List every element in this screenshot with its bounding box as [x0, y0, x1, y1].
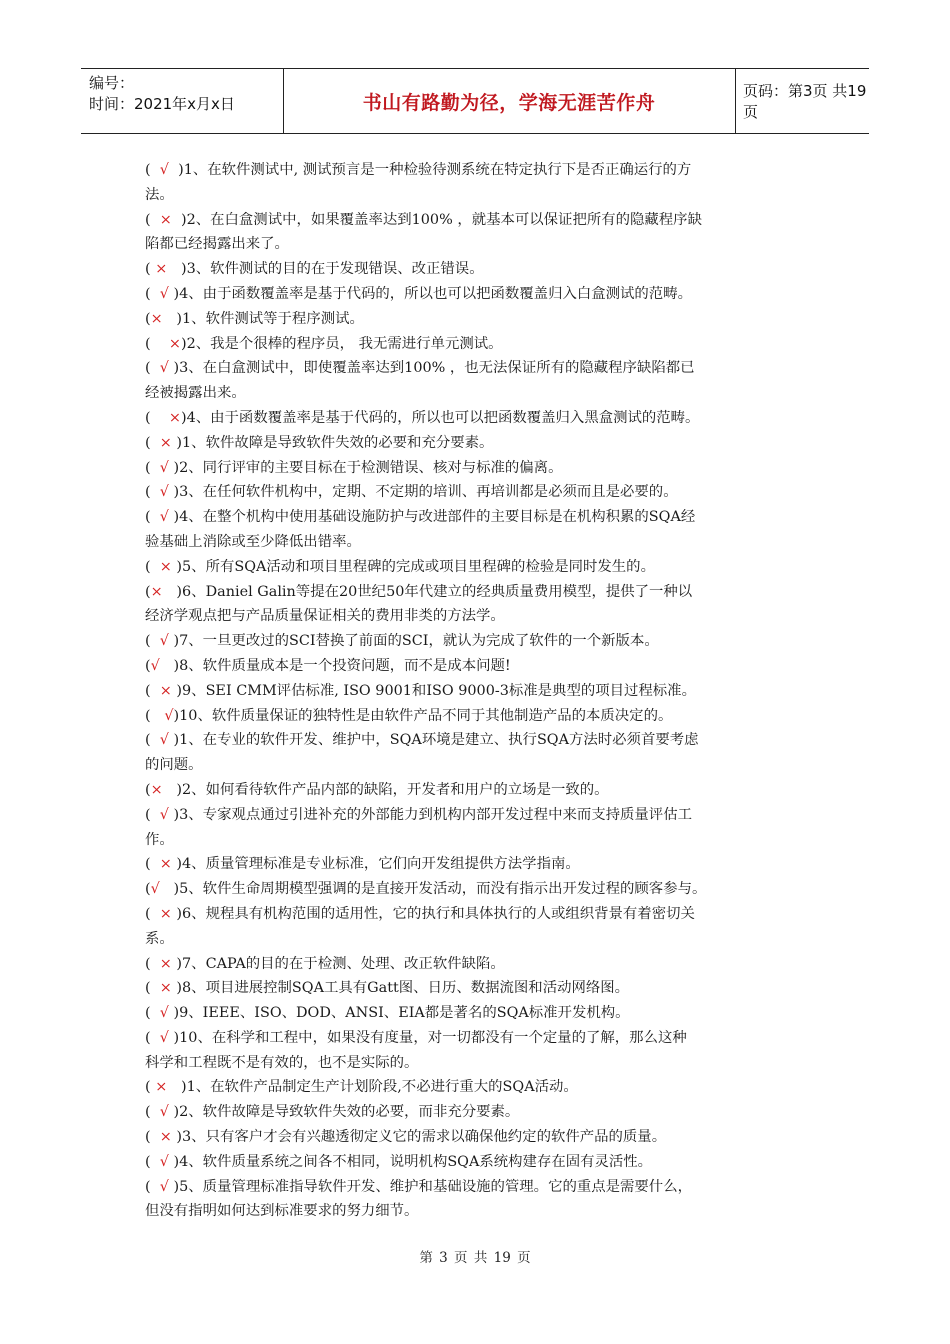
- cross-mark-icon: ×: [159, 434, 172, 451]
- question-text: 经济学观点把与产品质量保证相关的费用非类的方法学。: [145, 608, 505, 625]
- answer-paren-close: ): [171, 980, 183, 997]
- question-text: 3、只有客户才会有兴趣透彻定义它的需求以确保他约定的软件产品的质量。: [182, 1129, 667, 1146]
- cross-mark-icon: ×: [159, 856, 172, 873]
- question-text: 但没有指明如何达到标准要求的努力细节。: [145, 1203, 419, 1220]
- question-line: [145, 1001, 807, 1026]
- cross-mark-icon: ×: [159, 211, 172, 228]
- document-number-label: 编号：: [89, 74, 135, 92]
- answer-paren-open: (: [145, 1129, 160, 1146]
- check-mark-icon: √: [159, 1005, 169, 1022]
- cross-mark-icon: ×: [155, 261, 168, 278]
- header-left-cell: [81, 69, 284, 133]
- answer-paren-open: (: [145, 310, 151, 327]
- check-mark-icon: √: [159, 1178, 169, 1195]
- question-text: 验基础上消除或至少降低出错率。: [145, 533, 361, 550]
- question-continuation-line: [145, 927, 807, 952]
- question-text: 9、SEI CMM评估标准, ISO 9001和ISO 9000-3标准是典型的项目过程标准。: [182, 682, 696, 699]
- question-text: 4、由于函数覆盖率是基于代码的，所以也可以把函数覆盖归入白盒测试的范畴。: [179, 285, 692, 302]
- answer-paren-close: ): [159, 657, 180, 674]
- cross-mark-icon: ×: [159, 980, 172, 997]
- check-mark-icon: √: [159, 509, 169, 526]
- answer-paren-open: (: [145, 856, 160, 873]
- header-motto-cell: [283, 69, 736, 133]
- answer-paren-close: ): [171, 211, 187, 228]
- check-mark-icon: √: [150, 881, 160, 898]
- answer-paren-close: ): [171, 682, 183, 699]
- question-line: [145, 356, 807, 381]
- question-line: [145, 580, 807, 605]
- question-line: [145, 728, 807, 753]
- question-line: [145, 679, 807, 704]
- question-line: [145, 1075, 807, 1100]
- question-text: 法。: [145, 186, 174, 203]
- question-continuation-line: [145, 753, 807, 778]
- cross-mark-icon: ×: [155, 1079, 168, 1096]
- answer-paren-open: (: [145, 905, 160, 922]
- question-text: 5、所有SQA活动和项目里程碑的完成或项目里程碑的检验是同时发生的。: [182, 558, 655, 575]
- question-text: 2、同行评审的主要目标在于检测错误、核对与标准的偏离。: [179, 459, 563, 476]
- check-mark-icon: √: [159, 806, 169, 823]
- cross-mark-icon: ×: [159, 1129, 172, 1146]
- answer-paren-open: (: [145, 707, 165, 724]
- answer-paren-open: (: [145, 980, 160, 997]
- answer-paren-open: (: [145, 881, 151, 898]
- cross-mark-icon: ×: [150, 583, 163, 600]
- check-mark-icon: √: [159, 459, 169, 476]
- page-footer: 第 3 页 共 19 页: [419, 1250, 531, 1266]
- question-text: 10、在科学和工程中，如果没有度量，对一切都没有一个定量的了解，那么这种: [179, 1029, 687, 1046]
- question-line: [145, 778, 807, 803]
- question-text: 作。: [145, 831, 174, 848]
- cross-mark-icon: ×: [159, 905, 172, 922]
- check-mark-icon: √: [159, 162, 169, 178]
- question-text: 5、软件生命周期模型强调的是直接开发活动，而没有指示出开发过程的顾客参与。: [179, 881, 707, 898]
- question-line: [145, 257, 807, 282]
- answer-paren-open: (: [145, 633, 160, 650]
- question-line: [145, 1175, 807, 1200]
- answer-paren-open: (: [145, 484, 160, 501]
- question-line: [145, 1150, 807, 1175]
- check-mark-icon: √: [159, 732, 169, 749]
- question-line: [145, 952, 807, 977]
- answer-paren-close: ): [171, 955, 183, 972]
- answer-paren-open: (: [145, 162, 160, 178]
- question-text: 7、一旦更改过的SCI替换了前面的SCI，就认为完成了软件的一个新版本。: [179, 633, 659, 650]
- answer-paren-close: ): [171, 558, 183, 575]
- answer-paren-open: (: [145, 806, 160, 823]
- answer-paren-close: ): [168, 509, 180, 526]
- answer-paren-close: ): [168, 459, 180, 476]
- question-text: 科学和工程既不是有效的，也不是实际的。: [145, 1054, 419, 1071]
- answer-paren-open: (: [145, 682, 160, 699]
- answer-paren-close: ): [162, 781, 183, 798]
- answer-paren-close: ): [168, 360, 180, 377]
- question-list: [145, 158, 807, 1224]
- check-mark-icon: √: [159, 633, 169, 650]
- answer-paren-open: (: [145, 1178, 160, 1195]
- question-text: 经被揭露出来。: [145, 385, 246, 402]
- question-text: 3、在白盒测试中，即使覆盖率达到100% ，也无法保证所有的隐藏程序缺陷都已: [179, 360, 695, 377]
- question-text: 2、如何看待软件产品内部的缺陷，开发者和用户的立场是一致的。: [182, 781, 609, 798]
- question-line: [145, 629, 807, 654]
- question-text: 1、在软件测试中, 测试预言是一种检验待测系统在特定执行下是否正确运行的方: [183, 162, 692, 178]
- cross-mark-icon: ×: [168, 335, 181, 352]
- answer-paren-close: ): [173, 707, 180, 724]
- answer-paren-close: ): [168, 162, 184, 178]
- question-text: 9、IEEE、ISO、DOD、ANSI、EIA都是著名的SQA标准开发机构。: [179, 1005, 630, 1022]
- question-continuation-line: [145, 1051, 807, 1076]
- cross-mark-icon: ×: [159, 558, 172, 575]
- answer-paren-close: ): [168, 633, 180, 650]
- answer-paren-open: (: [145, 509, 160, 526]
- answer-paren-close: ): [168, 1029, 180, 1046]
- answer-paren-close: ): [171, 434, 183, 451]
- answer-paren-open: (: [145, 955, 160, 972]
- question-line: [145, 431, 807, 456]
- question-text: 3、专家观点通过引进补充的外部能力到机构内部开发过程中来而支持质量评估工: [179, 806, 692, 823]
- answer-paren-close: ): [167, 261, 187, 278]
- question-continuation-line: [145, 1199, 807, 1224]
- question-text: 5、质量管理标准指导软件开发、维护和基础设施的管理。它的重点是需要什么，: [179, 1178, 692, 1195]
- question-text: 1、在专业的软件开发、维护中，SQA环境是建立、执行SQA方法时必须首要考虑: [179, 732, 699, 749]
- answer-paren-open: (: [145, 459, 160, 476]
- question-text: 2、我是个很棒的程序员， 我无需进行单元测试。: [186, 335, 503, 352]
- check-mark-icon: √: [159, 285, 169, 302]
- answer-paren-close: ): [168, 1104, 180, 1121]
- question-line: [145, 332, 807, 357]
- question-text: 3、软件测试的目的在于发现错误、改正错误。: [186, 261, 484, 278]
- question-line: [145, 505, 807, 530]
- cross-mark-icon: ×: [150, 781, 163, 798]
- question-text: 系。: [145, 930, 174, 947]
- answer-paren-open: (: [145, 360, 160, 377]
- check-mark-icon: √: [150, 657, 160, 674]
- question-text: 4、由于函数覆盖率是基于代码的，所以也可以把函数覆盖归入黑盒测试的范畴。: [186, 409, 700, 426]
- document-date: 时间：2021年x月x日: [89, 95, 235, 113]
- answer-paren-open: (: [145, 1005, 160, 1022]
- question-text: 1、软件测试等于程序测试。: [182, 310, 364, 327]
- question-text: 7、CAPA的目的在于检测、处理、改正软件缺陷。: [182, 955, 505, 972]
- answer-paren-close: ): [180, 335, 187, 352]
- question-continuation-line: [145, 232, 807, 257]
- answer-paren-close: ): [168, 1005, 180, 1022]
- question-line: [145, 555, 807, 580]
- check-mark-icon: √: [159, 360, 169, 377]
- question-line: [145, 976, 807, 1001]
- answer-paren-close: ): [171, 905, 183, 922]
- question-text: 8、项目进展控制SQA工具有Gatt图、日历、数据流图和活动网络图。: [182, 980, 630, 997]
- question-line: [145, 902, 807, 927]
- page-header: [81, 68, 869, 134]
- answer-paren-close: ): [167, 1079, 187, 1096]
- answer-paren-open: (: [145, 285, 160, 302]
- question-line: [145, 456, 807, 481]
- question-continuation-line: [145, 183, 807, 208]
- check-mark-icon: √: [159, 1029, 169, 1046]
- header-right-cell: [735, 69, 869, 133]
- question-line: [145, 406, 807, 431]
- question-line: [145, 654, 807, 679]
- question-line: [145, 480, 807, 505]
- question-line: [145, 852, 807, 877]
- question-text: 3、在任何软件机构中，定期、不定期的培训、再培训都是必须而且是必要的。: [179, 484, 678, 501]
- question-text: 8、软件质量成本是一个投资问题，而不是成本问题!: [179, 657, 511, 674]
- question-line: [145, 1100, 807, 1125]
- answer-paren-open: (: [145, 1079, 156, 1096]
- question-text: 4、质量管理标准是专业标准，它们向开发组提供方法学指南。: [182, 856, 580, 873]
- answer-paren-close: ): [168, 484, 180, 501]
- question-text: 4、软件质量系统之间各不相同，说明机构SQA系统构建存在固有灵活性。: [179, 1153, 653, 1170]
- answer-paren-close: ): [171, 856, 183, 873]
- question-text: 1、软件故障是导致软件失效的必要和充分要素。: [182, 434, 494, 451]
- answer-paren-close: ): [162, 310, 183, 327]
- cross-mark-icon: ×: [150, 310, 163, 327]
- question-line: [145, 282, 807, 307]
- question-text: 6、规程具有机构范围的适用性，它的执行和具体执行的人或组织背景有着密切关: [182, 905, 695, 922]
- question-line: [145, 1125, 807, 1150]
- question-line: [145, 877, 807, 902]
- answer-paren-open: (: [145, 781, 151, 798]
- answer-paren-close: ): [168, 806, 180, 823]
- answer-paren-close: ): [159, 881, 180, 898]
- question-line: [145, 1026, 807, 1051]
- question-continuation-line: [145, 381, 807, 406]
- answer-paren-open: (: [145, 335, 169, 352]
- check-mark-icon: √: [159, 1153, 169, 1170]
- cross-mark-icon: ×: [159, 682, 172, 699]
- answer-paren-close: ): [168, 285, 180, 302]
- answer-paren-open: (: [145, 583, 151, 600]
- question-text: 10、软件质量保证的独特性是由软件产品不同于其他制造产品的本质决定的。: [179, 707, 673, 724]
- answer-paren-open: (: [145, 409, 169, 426]
- question-text: 6、Daniel Galin等提在20世纪50年代建立的经典质量费用模型，提供了一种以: [182, 583, 693, 600]
- answer-paren-close: ): [180, 409, 187, 426]
- question-line: [145, 208, 807, 233]
- answer-paren-open: (: [145, 732, 160, 749]
- answer-paren-close: ): [162, 583, 183, 600]
- question-line: [145, 307, 807, 332]
- cross-mark-icon: ×: [159, 955, 172, 972]
- check-mark-icon: √: [164, 707, 174, 724]
- question-text: 4、在整个机构中使用基础设施防护与改进部件的主要目标是在机构积累的SQA经: [179, 509, 696, 526]
- question-text: 2、软件故障是导致软件失效的必要，而非充分要素。: [179, 1104, 520, 1121]
- answer-paren-open: (: [145, 1104, 160, 1121]
- answer-paren-open: (: [145, 1153, 160, 1170]
- question-text: 的问题。: [145, 757, 203, 774]
- question-continuation-line: [145, 530, 807, 555]
- question-text: 陷都已经揭露出来了。: [145, 236, 289, 253]
- question-text: 1、在软件产品制定生产计划阶段,不必进行重大的SQA活动。: [186, 1079, 578, 1096]
- answer-paren-open: (: [145, 261, 156, 278]
- answer-paren-open: (: [145, 434, 160, 451]
- question-line: [145, 704, 807, 729]
- header-motto: 书山有路勤为径，学海无涯苦作舟: [362, 91, 656, 114]
- question-line: [145, 803, 807, 828]
- cross-mark-icon: ×: [168, 409, 181, 426]
- question-text: 2、在白盒测试中，如果覆盖率达到100% ，就基本可以保证把所有的隐藏程序缺: [186, 211, 702, 228]
- answer-paren-close: ): [171, 1129, 183, 1146]
- question-continuation-line: [145, 828, 807, 853]
- question-line: [145, 158, 807, 183]
- answer-paren-open: (: [145, 558, 160, 575]
- answer-paren-open: (: [145, 211, 160, 228]
- answer-paren-open: (: [145, 1029, 160, 1046]
- answer-paren-close: ): [168, 1178, 180, 1195]
- answer-paren-close: ): [168, 1153, 180, 1170]
- question-continuation-line: [145, 604, 807, 629]
- header-page-info: 页码：第3页 共19页: [743, 82, 867, 121]
- check-mark-icon: √: [159, 1104, 169, 1121]
- check-mark-icon: √: [159, 484, 169, 501]
- answer-paren-open: (: [145, 657, 151, 674]
- answer-paren-close: ): [168, 732, 180, 749]
